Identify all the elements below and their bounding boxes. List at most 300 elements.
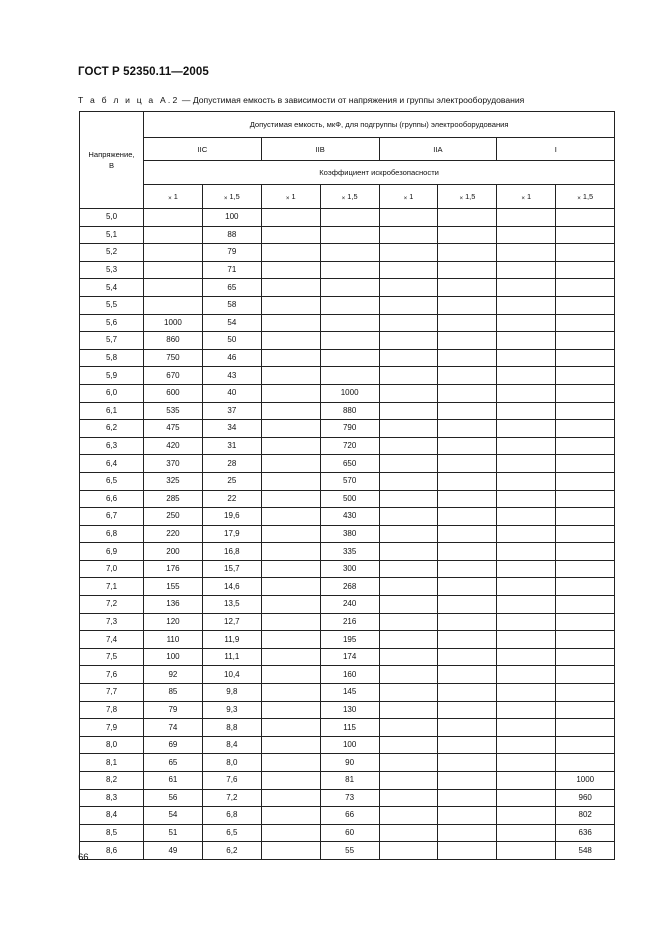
capacitance-cell [379, 244, 438, 262]
capacitance-cell [144, 279, 203, 297]
capacitance-cell [261, 296, 320, 314]
voltage-cell: 6,9 [80, 543, 144, 561]
capacitance-cell [497, 772, 556, 790]
capacitance-cell [556, 666, 615, 684]
capacitance-cell: 130 [320, 701, 379, 719]
capacitance-cell: 475 [144, 420, 203, 438]
table-row [80, 455, 615, 473]
capacitance-cell [497, 226, 556, 244]
capacitance-cell [497, 244, 556, 262]
capacitance-cell: 8,8 [202, 719, 261, 737]
table-row [80, 631, 615, 649]
capacitance-cell [556, 684, 615, 702]
voltage-cell: 6,4 [80, 455, 144, 473]
capacitance-cell [497, 332, 556, 350]
capacitance-cell [379, 736, 438, 754]
capacitance-cell [438, 525, 497, 543]
multiplier-value: 1 [527, 192, 532, 201]
capacitance-cell: 15,7 [202, 560, 261, 578]
capacitance-cell [556, 279, 615, 297]
capacitance-cell: 17,9 [202, 525, 261, 543]
capacitance-cell [438, 772, 497, 790]
capacitance-cell [438, 508, 497, 526]
capacitance-cell [556, 455, 615, 473]
capacitance-cell [497, 349, 556, 367]
voltage-cell: 7,0 [80, 560, 144, 578]
capacitance-cell [438, 244, 497, 262]
capacitance-cell [261, 261, 320, 279]
capacitance-cell: 174 [320, 648, 379, 666]
capacitance-cell [497, 736, 556, 754]
capacitance-cell [261, 490, 320, 508]
multiplier-value: 1,5 [582, 192, 594, 201]
capacitance-cell [261, 648, 320, 666]
capacitance-cell: 250 [144, 508, 203, 526]
table-header [80, 112, 615, 209]
capacitance-cell [379, 420, 438, 438]
capacitance-cell [438, 367, 497, 385]
capacitance-cell [379, 314, 438, 332]
table-row [80, 772, 615, 790]
capacitance-cell [497, 420, 556, 438]
capacitance-cell [438, 490, 497, 508]
capacitance-cell [320, 349, 379, 367]
capacitance-cell: 300 [320, 560, 379, 578]
capacitance-cell [261, 684, 320, 702]
capacitance-cell [261, 560, 320, 578]
capacitance-cell [438, 349, 497, 367]
voltage-cell: 8,4 [80, 807, 144, 825]
voltage-cell: 5,6 [80, 314, 144, 332]
capacitance-cell [379, 754, 438, 772]
capacitance-cell: 880 [320, 402, 379, 420]
capacitance-cell [320, 279, 379, 297]
table-row [80, 402, 615, 420]
capacitance-cell: 34 [202, 420, 261, 438]
capacitance-cell: 51 [144, 824, 203, 842]
capacitance-cell [438, 754, 497, 772]
capacitance-cell [438, 613, 497, 631]
capacitance-cell [261, 754, 320, 772]
capacitance-cell [497, 842, 556, 860]
capacitance-cell [261, 384, 320, 402]
capacitance-cell [144, 244, 203, 262]
capacitance-cell: 650 [320, 455, 379, 473]
capacitance-cell [438, 261, 497, 279]
capacitance-cell: 100 [202, 209, 261, 227]
capacitance-cell [379, 525, 438, 543]
capacitance-cell [438, 279, 497, 297]
capacitance-cell: 37 [202, 402, 261, 420]
capacitance-cell [497, 701, 556, 719]
capacitance-cell: 16,8 [202, 543, 261, 561]
voltage-cell: 7,7 [80, 684, 144, 702]
capacitance-cell [261, 244, 320, 262]
capacitance-cell: 8,0 [202, 754, 261, 772]
voltage-cell: 8,2 [80, 772, 144, 790]
capacitance-cell: 145 [320, 684, 379, 702]
capacitance-cell [438, 701, 497, 719]
multiplier-row [80, 185, 615, 209]
capacitance-cell: 420 [144, 437, 203, 455]
capacitance-cell [556, 367, 615, 385]
capacitance-cell [438, 472, 497, 490]
capacitance-cell [379, 226, 438, 244]
capacitance-cell [556, 719, 615, 737]
capacitance-cell [261, 578, 320, 596]
voltage-cell: 5,7 [80, 332, 144, 350]
capacitance-cell [144, 261, 203, 279]
table-row [80, 596, 615, 614]
table-row [80, 543, 615, 561]
capacitance-cell [261, 525, 320, 543]
capacitance-cell [556, 314, 615, 332]
capacitance-cell [261, 402, 320, 420]
table-row [80, 209, 615, 227]
capacitance-cell [556, 578, 615, 596]
capacitance-cell: 100 [144, 648, 203, 666]
table-row [80, 613, 615, 631]
capacitance-cell: 25 [202, 472, 261, 490]
multiplier-header [556, 185, 615, 209]
capacitance-cell [497, 631, 556, 649]
capacitance-cell [261, 367, 320, 385]
capacitance-cell: 670 [144, 367, 203, 385]
voltage-cell: 5,4 [80, 279, 144, 297]
table-row [80, 789, 615, 807]
capacitance-cell [438, 684, 497, 702]
capacitance-cell [438, 402, 497, 420]
capacitance-cell: 81 [320, 772, 379, 790]
capacitance-cell [379, 279, 438, 297]
capacitance-table [79, 111, 615, 860]
capacitance-cell [438, 209, 497, 227]
capacitance-cell: 430 [320, 508, 379, 526]
voltage-cell: 8,5 [80, 824, 144, 842]
capacitance-cell [261, 789, 320, 807]
capacitance-cell: 802 [556, 807, 615, 825]
capacitance-cell: 216 [320, 613, 379, 631]
capacitance-cell [556, 543, 615, 561]
capacitance-cell [438, 296, 497, 314]
capacitance-cell [379, 596, 438, 614]
capacitance-cell [497, 367, 556, 385]
multiplier-value: 1,5 [347, 192, 358, 201]
multiplier-header [379, 185, 438, 209]
table-row [80, 349, 615, 367]
voltage-cell: 5,1 [80, 226, 144, 244]
capacitance-cell [556, 525, 615, 543]
capacitance-cell [261, 543, 320, 561]
table-row [80, 648, 615, 666]
capacitance-cell: 7,6 [202, 772, 261, 790]
voltage-cell: 5,5 [80, 296, 144, 314]
voltage-cell: 6,5 [80, 472, 144, 490]
capacitance-cell [320, 296, 379, 314]
capacitance-cell [261, 209, 320, 227]
capacitance-cell: 240 [320, 596, 379, 614]
capacitance-cell: 65 [144, 754, 203, 772]
table-row [80, 525, 615, 543]
voltage-cell: 7,8 [80, 701, 144, 719]
capacitance-cell: 285 [144, 490, 203, 508]
capacitance-cell [438, 789, 497, 807]
capacitance-cell: 6,8 [202, 807, 261, 825]
capacitance-cell: 120 [144, 613, 203, 631]
capacitance-cell: 54 [144, 807, 203, 825]
capacitance-cell [556, 384, 615, 402]
capacitance-cell [497, 455, 556, 473]
capacitance-cell [438, 455, 497, 473]
table-row [80, 701, 615, 719]
capacitance-cell [497, 490, 556, 508]
capacitance-cell [438, 420, 497, 438]
capacitance-cell: 535 [144, 402, 203, 420]
capacitance-cell: 71 [202, 261, 261, 279]
capacitance-cell [497, 613, 556, 631]
capacitance-cell [379, 437, 438, 455]
voltage-cell: 6,0 [80, 384, 144, 402]
capacitance-cell [497, 789, 556, 807]
capacitance-cell: 61 [144, 772, 203, 790]
capacitance-cell: 8,4 [202, 736, 261, 754]
capacitance-cell [320, 314, 379, 332]
capacitance-cell [497, 525, 556, 543]
multiplier-header [144, 185, 203, 209]
multiplier-header [320, 185, 379, 209]
capacitance-cell [497, 648, 556, 666]
table-row [80, 261, 615, 279]
capacitance-cell [379, 789, 438, 807]
voltage-cell: 5,9 [80, 367, 144, 385]
capacitance-cell [379, 209, 438, 227]
capacitance-cell [438, 314, 497, 332]
voltage-cell: 8,0 [80, 736, 144, 754]
capacitance-cell [497, 560, 556, 578]
capacitance-cell [261, 613, 320, 631]
capacitance-cell [379, 490, 438, 508]
capacitance-cell [497, 261, 556, 279]
capacitance-cell [556, 648, 615, 666]
capacitance-cell [261, 437, 320, 455]
capacitance-cell [556, 402, 615, 420]
voltage-cell: 6,1 [80, 402, 144, 420]
capacitance-cell: 11,1 [202, 648, 261, 666]
capacitance-cell [556, 209, 615, 227]
capacitance-cell: 13,5 [202, 596, 261, 614]
voltage-cell: 7,6 [80, 666, 144, 684]
multiplier-value: 1 [291, 192, 296, 201]
capacitance-cell: 28 [202, 455, 261, 473]
capacitance-cell: 7,2 [202, 789, 261, 807]
capacitance-cell [438, 648, 497, 666]
capacitance-cell [556, 296, 615, 314]
multiplier-symbol: × [521, 195, 526, 202]
capacitance-cell [320, 244, 379, 262]
capacitance-cell [438, 560, 497, 578]
capacitance-cell [261, 472, 320, 490]
voltage-column-header [80, 112, 144, 209]
capacitance-cell: 49 [144, 842, 203, 860]
capacitance-cell [379, 472, 438, 490]
voltage-cell: 7,3 [80, 613, 144, 631]
capacitance-cell [438, 842, 497, 860]
safety-factor-header: Коэффициент искробезопасности [144, 161, 615, 185]
capacitance-cell [438, 824, 497, 842]
capacitance-cell [144, 226, 203, 244]
capacitance-cell: 92 [144, 666, 203, 684]
capacitance-cell [261, 824, 320, 842]
capacitance-cell: 22 [202, 490, 261, 508]
capacitance-cell: 720 [320, 437, 379, 455]
table-row [80, 508, 615, 526]
capacitance-cell [497, 666, 556, 684]
capacitance-cell [556, 437, 615, 455]
capacitance-cell [497, 596, 556, 614]
voltage-cell: 6,6 [80, 490, 144, 508]
capacitance-cell [556, 613, 615, 631]
capacitance-cell [320, 332, 379, 350]
capacitance-cell [497, 209, 556, 227]
capacitance-cell [379, 349, 438, 367]
capacitance-cell [556, 701, 615, 719]
group-header-iic: IIC [144, 138, 262, 161]
capacitance-cell: 19,6 [202, 508, 261, 526]
page-number: 66 [78, 852, 89, 863]
capacitance-cell [379, 613, 438, 631]
capacitance-cell [144, 296, 203, 314]
capacitance-cell: 200 [144, 543, 203, 561]
capacitance-cell [379, 367, 438, 385]
voltage-cell: 6,8 [80, 525, 144, 543]
capacitance-cell: 176 [144, 560, 203, 578]
capacitance-cell: 40 [202, 384, 261, 402]
capacitance-cell: 14,6 [202, 578, 261, 596]
table-row [80, 560, 615, 578]
capacitance-cell [556, 736, 615, 754]
capacitance-cell [379, 824, 438, 842]
table-row [80, 472, 615, 490]
voltage-cell: 7,4 [80, 631, 144, 649]
capacitance-cell [144, 209, 203, 227]
capacitance-cell [556, 349, 615, 367]
table-body [80, 209, 615, 860]
capacitance-cell: 115 [320, 719, 379, 737]
capacitance-cell [261, 807, 320, 825]
voltage-header-line2: В [108, 161, 115, 170]
capacitance-cell: 1000 [320, 384, 379, 402]
multiplier-value: 1,5 [229, 192, 240, 201]
multiplier-value: 1 [173, 192, 178, 201]
table-row [80, 384, 615, 402]
voltage-cell: 6,3 [80, 437, 144, 455]
capacitance-cell [497, 754, 556, 772]
group-header-i: I [497, 138, 615, 161]
table-row [80, 279, 615, 297]
capacitance-cell: 11,9 [202, 631, 261, 649]
capacitance-cell [556, 420, 615, 438]
capacitance-header: Допустимая емкость, мкФ, для подгруппы (группы) электрооборудования [144, 112, 615, 138]
capacitance-cell [556, 332, 615, 350]
capacitance-cell [261, 596, 320, 614]
table-row [80, 420, 615, 438]
table-caption [78, 95, 524, 105]
voltage-cell: 5,2 [80, 244, 144, 262]
voltage-cell: 8,3 [80, 789, 144, 807]
capacitance-cell [261, 772, 320, 790]
voltage-cell: 6,7 [80, 508, 144, 526]
multiplier-symbol: × [223, 195, 228, 202]
capacitance-cell [438, 631, 497, 649]
voltage-cell: 5,8 [80, 349, 144, 367]
capacitance-cell: 636 [556, 824, 615, 842]
capacitance-cell [556, 244, 615, 262]
capacitance-cell: 79 [202, 244, 261, 262]
capacitance-cell: 43 [202, 367, 261, 385]
capacitance-cell: 54 [202, 314, 261, 332]
multiplier-value: 1,5 [465, 192, 476, 201]
multiplier-header [438, 185, 497, 209]
voltage-cell: 7,2 [80, 596, 144, 614]
capacitance-cell: 85 [144, 684, 203, 702]
table-row [80, 367, 615, 385]
capacitance-cell [379, 543, 438, 561]
capacitance-cell [261, 631, 320, 649]
table-row [80, 736, 615, 754]
capacitance-cell [379, 772, 438, 790]
capacitance-cell [497, 472, 556, 490]
capacitance-cell [497, 437, 556, 455]
table-row [80, 437, 615, 455]
capacitance-cell: 380 [320, 525, 379, 543]
capacitance-cell [497, 684, 556, 702]
capacitance-cell [320, 209, 379, 227]
capacitance-cell [379, 684, 438, 702]
table-row [80, 314, 615, 332]
capacitance-cell: 960 [556, 789, 615, 807]
capacitance-cell [497, 314, 556, 332]
capacitance-cell [379, 631, 438, 649]
capacitance-cell [556, 472, 615, 490]
capacitance-cell [556, 226, 615, 244]
capacitance-cell [261, 666, 320, 684]
capacitance-cell [497, 508, 556, 526]
capacitance-cell: 79 [144, 701, 203, 719]
voltage-cell: 8,6 [80, 842, 144, 860]
table-row [80, 296, 615, 314]
capacitance-cell: 46 [202, 349, 261, 367]
capacitance-cell: 10,4 [202, 666, 261, 684]
capacitance-cell [261, 842, 320, 860]
capacitance-cell [438, 332, 497, 350]
capacitance-cell: 69 [144, 736, 203, 754]
table-row [80, 244, 615, 262]
capacitance-cell: 58 [202, 296, 261, 314]
capacitance-cell: 160 [320, 666, 379, 684]
table-row [80, 578, 615, 596]
capacitance-cell [379, 560, 438, 578]
capacitance-cell [497, 384, 556, 402]
capacitance-cell [497, 824, 556, 842]
capacitance-cell [261, 736, 320, 754]
capacitance-cell [497, 807, 556, 825]
voltage-cell: 8,1 [80, 754, 144, 772]
capacitance-cell: 9,3 [202, 701, 261, 719]
capacitance-cell [556, 490, 615, 508]
capacitance-cell [261, 455, 320, 473]
capacitance-cell: 500 [320, 490, 379, 508]
capacitance-cell [379, 719, 438, 737]
